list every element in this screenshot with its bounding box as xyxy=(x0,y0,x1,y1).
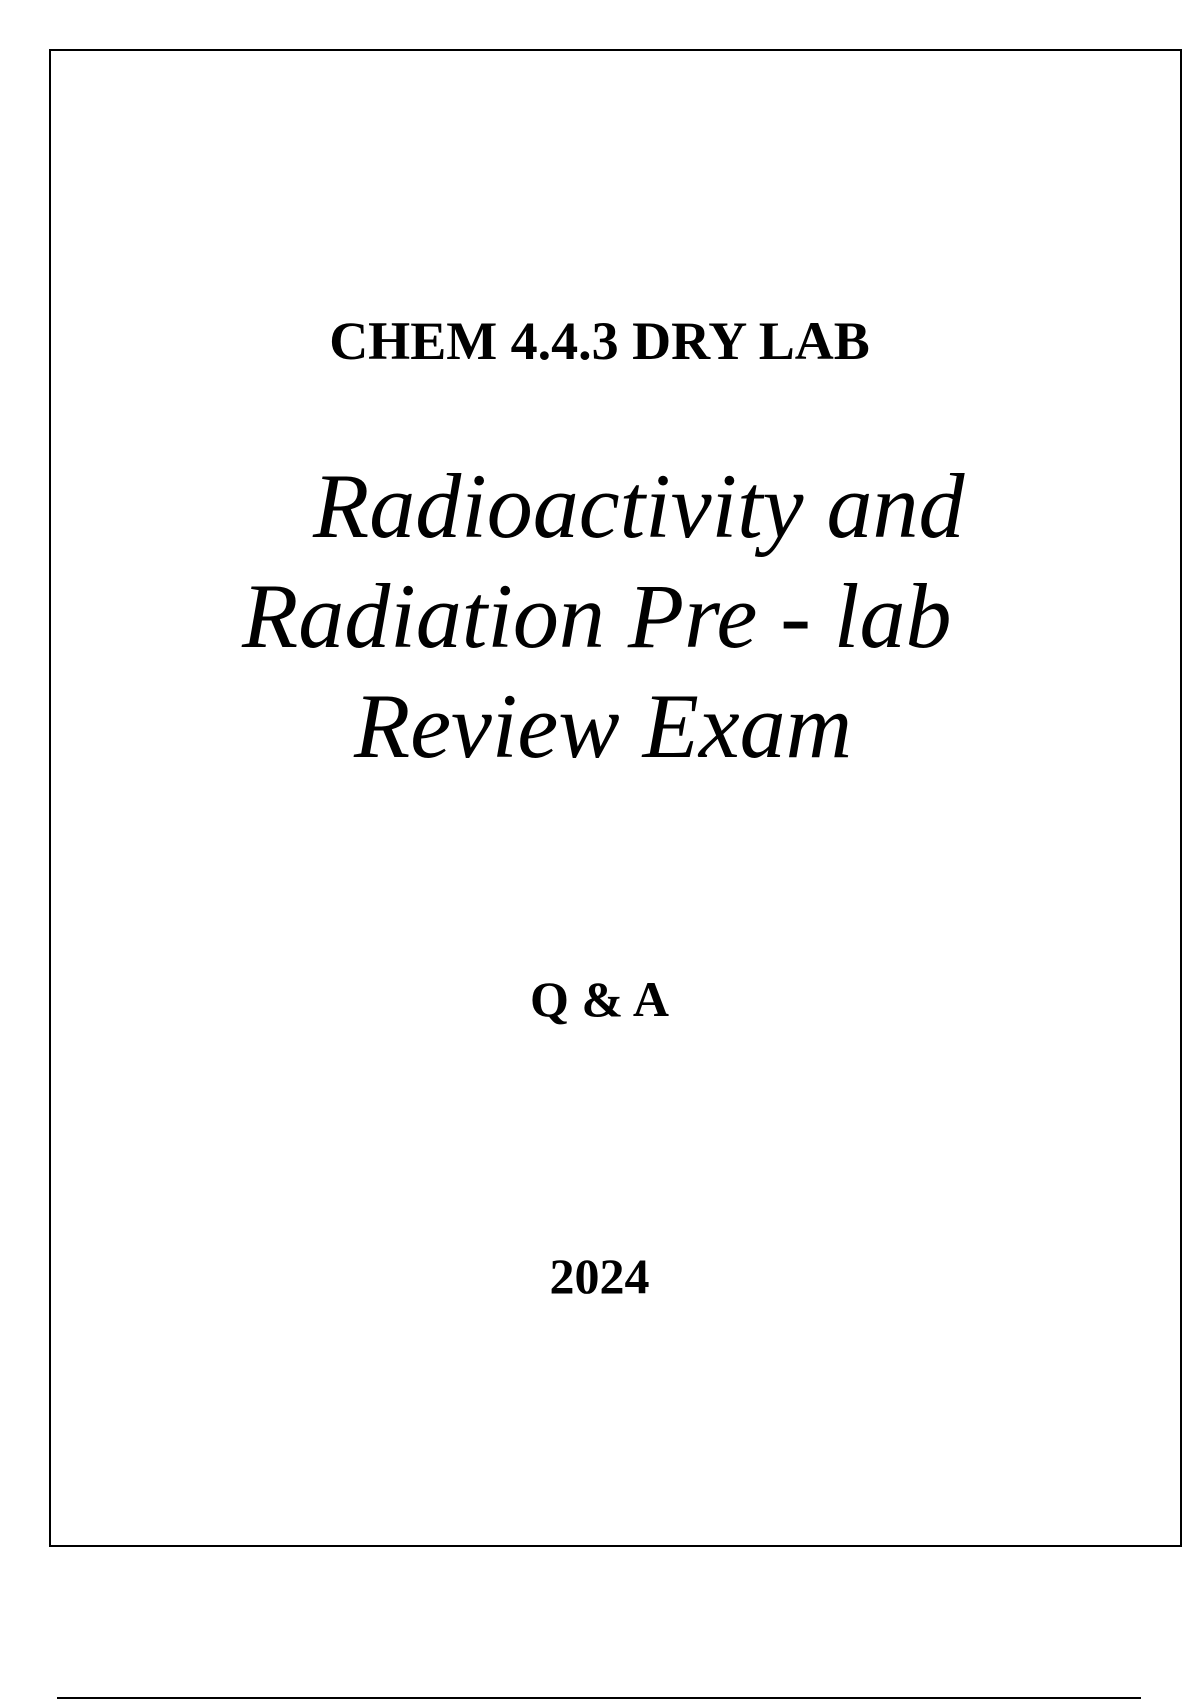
cover-frame xyxy=(49,49,1182,1547)
course-code: CHEM 4.4.3 DRY LAB xyxy=(329,311,870,371)
title-line-3: Review Exam xyxy=(354,675,853,777)
title-line-1: Radioactivity and xyxy=(313,455,965,557)
format-label: Q & A xyxy=(530,971,669,1027)
year-label: 2024 xyxy=(549,1248,650,1304)
title-line-2: Radiation Pre - lab xyxy=(242,565,952,667)
footer-rule xyxy=(57,1697,1141,1699)
